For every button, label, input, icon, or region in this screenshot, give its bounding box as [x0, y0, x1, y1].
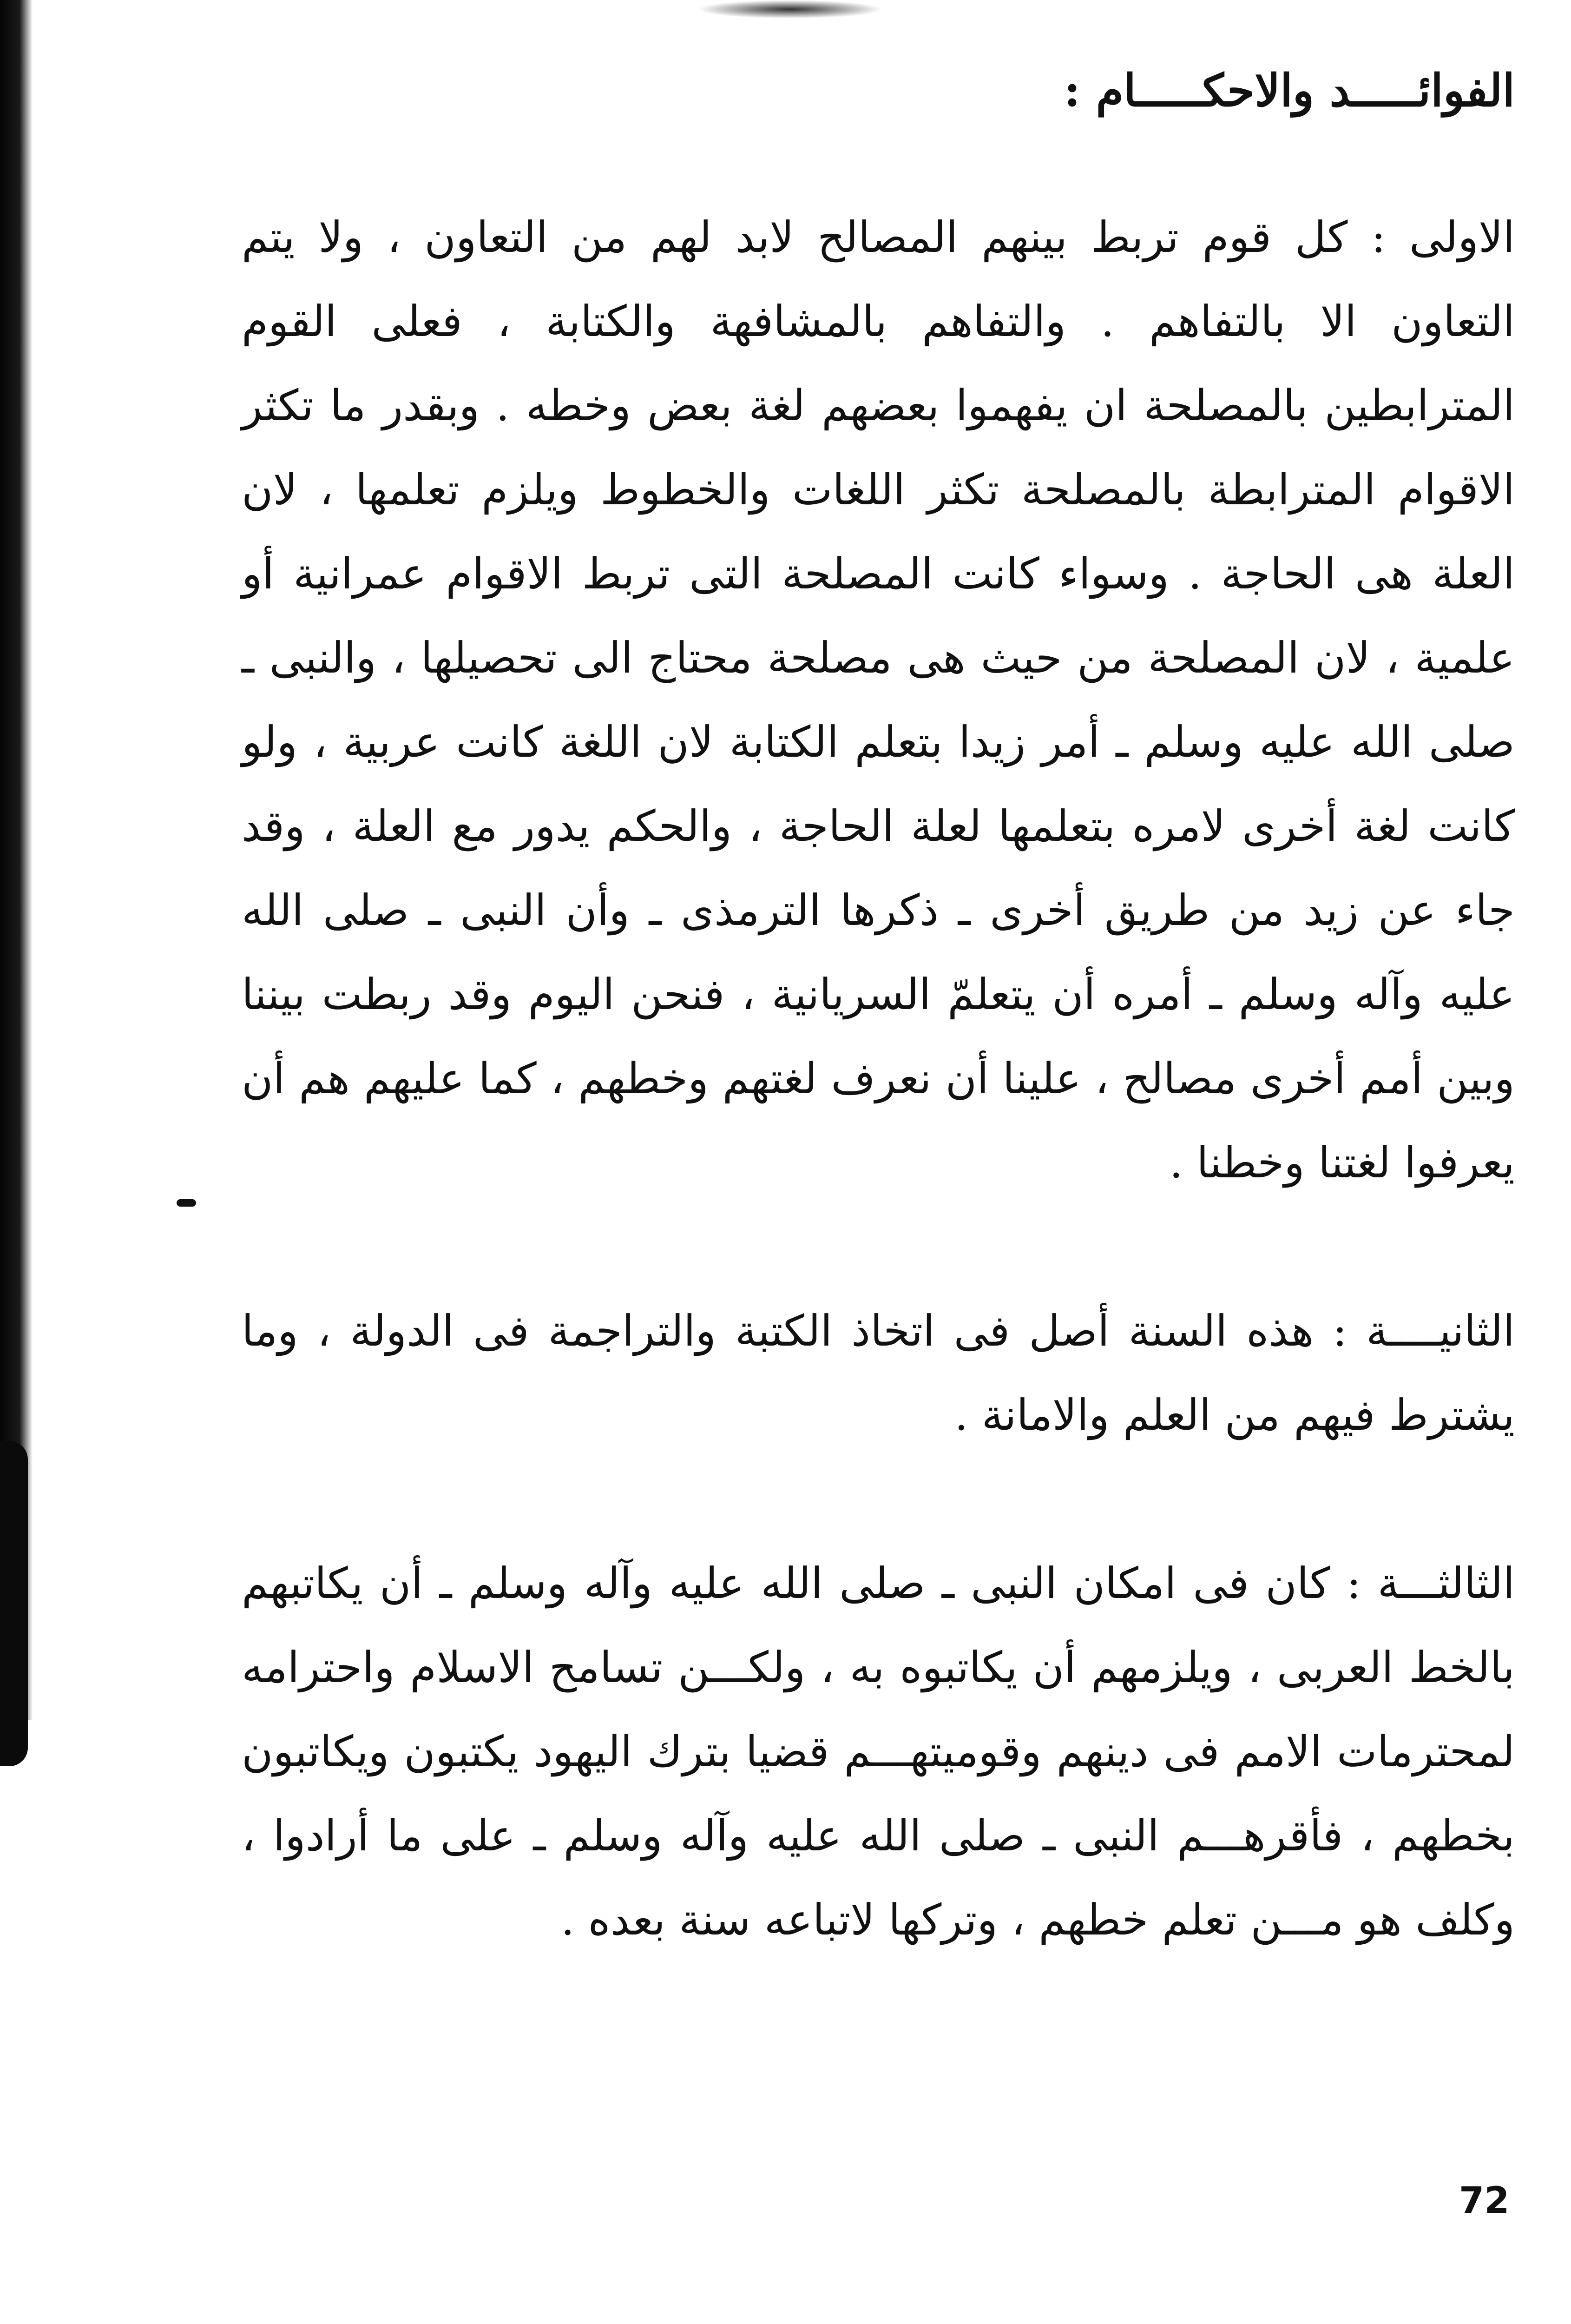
section-heading: الفوائـــــد والاحكـــــام :: [1064, 64, 1515, 117]
document-page: [242, 56, 1515, 2046]
page-number: 72: [1459, 2180, 1510, 2222]
paragraph-text: الاولى : كل قوم تربط بينهم المصالح لابد لهم من التعاون ، ولا يتم التعاون الا بالتفاهم . والتفاهم بالمشافهة والكتابة ، فعلى القوم المترابطين بالمصلحة ان يفهموا بعضهم لغة بعض وخطه . وبقدر ما تكثر الاقوام المترابطة بالمصلحة تكثر اللغات والخطوط ويلزم تعلمها ، لان العلة هى الحاجة . وسواء كانت المصلحة التى تربط الاقوام عمرانية أو علمية ، لان المصلحة من حيث هى مصلحة محتاج الى تحصيلها ، والنبى ـ صلى الله عليه وسلم ـ أمر زيدا بتعلم الكتابة لان اللغة كانت عربية ، ولو كانت لغة أخرى لامره بتعلمها لعلة الحاجة ، والحكم يدور مع العلة ، وقد جاء عن زيد من طريق أخرى ـ ذكرها الترمذى ـ وأن النبى ـ صلى الله عليه وآله وسلم ـ أمره أن يتعلمّ السريانية ، فنحن اليوم وقد ربطت بيننا وبين أمم أخرى مصالح ، علينا أن نعرف لغتهم وخطهم ، كما عليهم هم أن يعرفوا لغتنا وخطنا .: [242, 212, 1515, 1188]
paragraph-second: [242, 1289, 1515, 1457]
paragraph-text: الثانيــــة : هذه السنة أصل فى اتخاذ الكتبة والتراجمة فى الدولة ، وما يشترط فيهم من العلم والامانة .: [242, 1306, 1515, 1440]
paragraph-first: [242, 195, 1515, 1205]
paragraph-third: [242, 1541, 1515, 1962]
scan-left-edge-mark: [0, 1441, 28, 1766]
scan-top-smudge: [697, 0, 883, 19]
paragraph-text: الثالثـــة : كان فى امكان النبى ـ صلى الله عليه وآله وسلم ـ أن يكاتبهم بالخط العربى ، ويلزمهم أن يكاتبوه به ، ولكـــن تسامح الاسلام واحترامه لمحترمات الامم فى دينهم وقوميتهـــم قضيا بترك اليهود يكتبون ويكاتبون بخطهم ، فأقرهـــم النبى ـ صلى الله عليه وآله وسلم ـ على ما أرادوا ، وكلف هو مـــن تعلم خطهم ، وتركها لاتباعه سنة بعده .: [242, 1558, 1515, 1945]
scan-ink-mark: [177, 1199, 196, 1207]
